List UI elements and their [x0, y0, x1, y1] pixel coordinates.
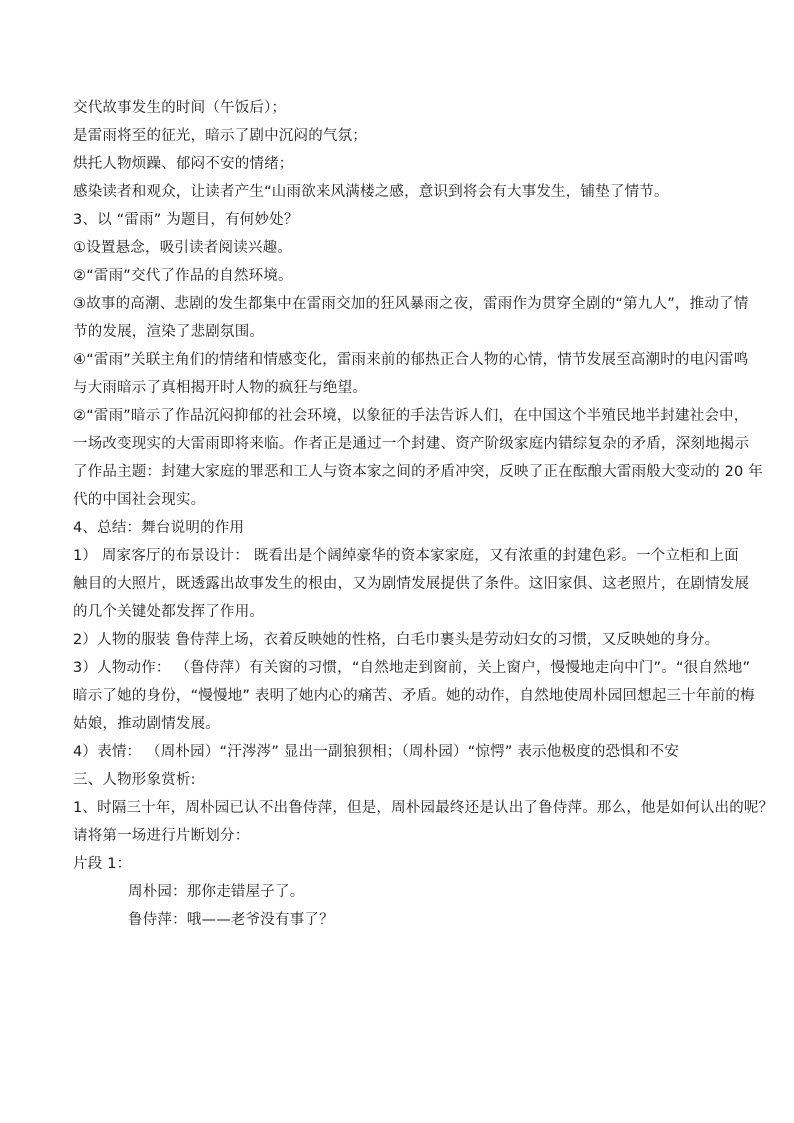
paragraph-line: 是雷雨将至的征光，暗示了剧中沉闷的气氛；: [73, 128, 367, 144]
paragraph-line: 4）表情： （周朴园）“汗涔涔” 显出一副狼狈相；（周朴园）“惊愕” 表示他极度的恐惧和不安: [73, 744, 680, 760]
section-heading: 三、人物形象赏析:: [73, 772, 196, 788]
paragraph-line: 1、时隔三十年，周朴园已认不出鲁侍萍，但是，周朴园最终还是认出了鲁侍萍。那么，他是如何认出的呢？: [73, 800, 774, 816]
segment-label: 片段 1：: [73, 856, 132, 872]
paragraph-line: ④“雷雨”关联主角们的情绪和情感变化，雷雨来前的郁热正合人物的心情，情节发展至高潮时的电闪雷鸣: [73, 352, 749, 368]
paragraph-line: 2）人物的服装 鲁侍萍上场，衣着反映她的性格，白毛巾裹头是劳动妇女的习惯，又反映她的身分。: [73, 632, 720, 648]
dialogue-line: 周朴园：那你走错屋子了。: [128, 884, 305, 900]
paragraph-line: 节的发展，渲染了悲剧氛围。: [73, 324, 265, 340]
paragraph-line: 烘托人物烦躁、郁闷不安的情绪；: [73, 156, 294, 172]
paragraph-line: ①设置悬念，吸引读者阅读兴趣。: [73, 240, 292, 256]
paragraph-line: ②“雷雨”交代了作品的自然环境。: [73, 268, 293, 284]
paragraph-line: 姑娘，推动剧情发展。: [73, 716, 220, 732]
paragraph-line: 的几个关键处都发挥了作用。: [73, 604, 265, 620]
paragraph-line: 交代故事发生的时间（午饭后）；: [73, 100, 287, 116]
section-heading: 3、以 “雷雨” 为题目，有何妙处？: [73, 212, 299, 228]
paragraph-line: 了作品主题：封建大家庭的罪恶和工人与资本家之间的矛盾冲突，反映了正在酝酿大雷雨般大变动的 20 年: [73, 464, 763, 480]
paragraph-line: 一场改变现实的大雷雨即将来临。作者正是通过一个封建、资产阶级家庭内错综复杂的矛盾，深刻地揭示: [73, 436, 750, 452]
paragraph-line: 暗示了她的身份，“慢慢地” 表明了她内心的痛苦、矛盾。她的动作，自然地使周朴园回想起三十年前的梅: [73, 688, 755, 704]
paragraph-line: 代的中国社会现实。: [73, 492, 206, 508]
paragraph-line: ②“雷雨”暗示了作品沉闷抑郁的社会环境，以象征的手法告诉人们，在中国这个半殖民地半封建社会中，: [73, 408, 749, 424]
paragraph-line: 感染读者和观众，让读者产生“山雨欲来风满楼之感，意识到将会有大事发生，铺垫了情节。: [73, 184, 669, 200]
paragraph-line: 触目的大照片，既透露出故事发生的根由，又为剧情发展提供了条件。这旧家俱、这老照片，在剧情发展: [73, 576, 750, 592]
paragraph-line: 与大雨暗示了真相揭开时人物的疯狂与绝望。: [73, 380, 367, 396]
paragraph-line: 3）人物动作： （鲁侍萍）有关窗的习惯，“自然地走到窗前，关上窗户，慢慢地走向中门”。“很自然地”: [73, 660, 751, 676]
paragraph-line: ③故事的高潮、悲剧的发生都集中在雷雨交加的狂风暴雨之夜，雷雨作为贯穿全剧的“第九人”，推动了情: [73, 296, 749, 312]
dialogue-line: 鲁侍萍：哦——老爷没有事了？: [128, 912, 334, 928]
paragraph-line: 请将第一场进行片断划分：: [73, 828, 250, 844]
document-body: [73, 94, 774, 934]
paragraph-line: 1） 周家客厅的布景设计： 既看出是个阔绰豪华的资本家家庭，又有浓重的封建色彩。一个立柜和上面: [73, 548, 739, 564]
section-heading: 4、总结：舞台说明的作用: [73, 520, 245, 536]
